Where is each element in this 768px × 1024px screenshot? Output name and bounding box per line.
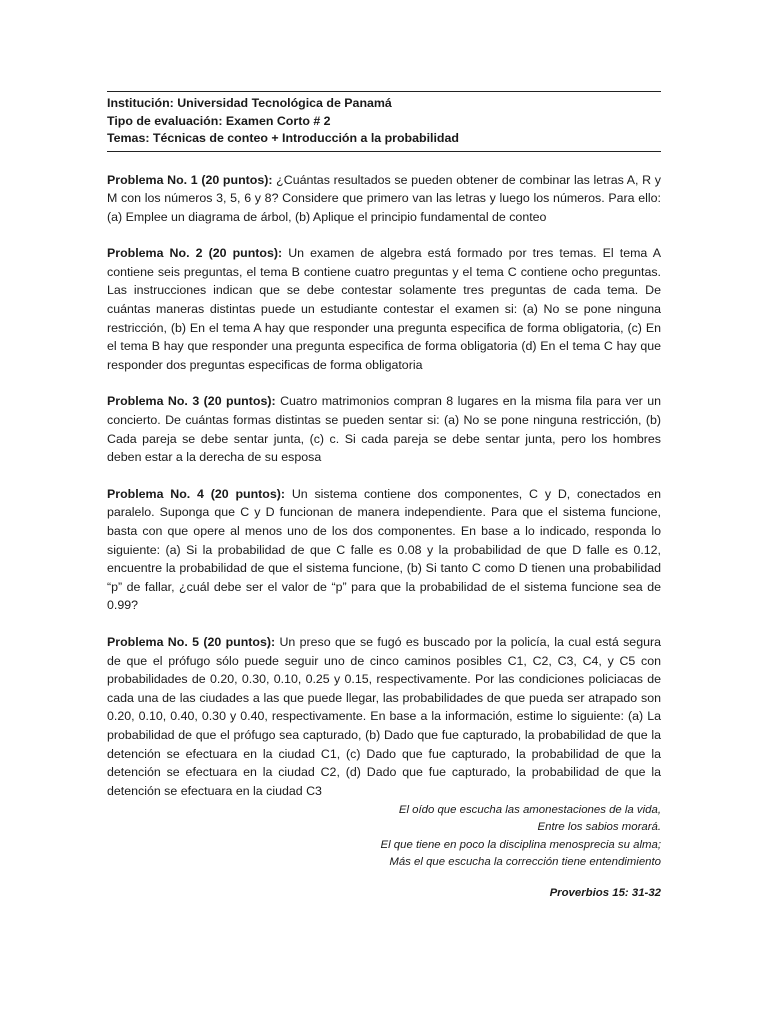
problem-text: Un examen de algebra está formado por tres temas. El tema A contiene seis preguntas, el tema B contiene cuatro preguntas y el tema C contiene ocho preguntas. Las instrucciones indican que se debe contestar solamente tres preguntas de cada tema. De cuántas maneras distintas puede un estudiante contestar el examen si: (a) No se pone ninguna restricción, (b) En el tema A hay que responder una pregunta especifica de forma obligatoria, (c) En el tema B hay que responder una pregunta especifica de forma obligatoria (d) En el tema C hay que responder dos preguntas especificas de forma obligatoria [107, 246, 661, 372]
problem-3 [107, 392, 661, 466]
problem-list [107, 171, 661, 801]
topics-line: Temas: Técnicas de conteo + Introducción a la probabilidad [107, 131, 459, 145]
problem-title: Problema No. 2 (20 puntos): [107, 246, 283, 261]
problem-4 [107, 485, 661, 615]
problem-1 [107, 171, 661, 227]
header-bottom-rule [107, 151, 661, 152]
quote-line: Entre los sabios morará. [537, 821, 661, 834]
institution-line: Institución: Universidad Tecnológica de Panamá [107, 96, 392, 110]
problem-title: Problema No. 3 (20 puntos): [107, 394, 276, 409]
closing-quote [380, 802, 661, 902]
problem-text: Un sistema contiene dos componentes, C y D, conectados en paralelo. Suponga que C y D funcionan de manera independiente. Para que el sistema funcione, basta con que opere al menos uno de los dos componentes. En base a lo indicado, responda lo siguiente: (a) Si la probabilidad de que C falle es 0.08 y la probabilidad de que D falle es 0.12, encuentre la probabilidad de que el sistema funcione, (b) Si tanto C como D tienen una probabilidad “p” de fallar, ¿cuál debe ser el valor de “p” para que la probabilidad de el sistema funcione sea de 0.99? [107, 486, 661, 613]
quote-line: El que tiene en poco la disciplina menosprecia su alma; [380, 838, 661, 851]
problem-text: ¿Cuántas resultados se pueden obtener de combinar las letras A, R y M con los números 3, 5, 6 y 8? Considere que primero van las letras y luego los números. Para ello: (a) Emplee un diagrama de árbol, (b) Aplique el principio fundamental de conteo [107, 172, 661, 224]
problem-title: Problema No. 1 (20 puntos): [107, 172, 273, 187]
problem-5 [107, 633, 661, 800]
evaluation-type-line: Tipo de evaluación: Examen Corto # 2 [107, 113, 331, 128]
problem-text: Cuatro matrimonios compran 8 lugares en la misma fila para ver un concierto. De cuántas formas distintas se pueden sentar si: (a) No se pone ninguna restricción, (b) Cada pareja se debe sentar junta, (c) c. Si cada pareja se debe sentar junta, pero los hombres deben estar a la derecha de su esposa [107, 394, 661, 465]
quote-line: Más el que escucha la corrección tiene entendimiento [389, 856, 661, 869]
quote-line: El oído que escucha las amonestaciones de la vida, [398, 804, 661, 816]
problem-text: Un preso que se fugó es buscado por la policía, la cual está segura de que el prófugo sólo puede seguir uno de cinco caminos posibles C1, C2, C3, C4, y C5 con probabilidades de 0.20, 0.30, 0.10, 0.25 y 0.15, respectivamente. Por las condiciones policiacas de cada una de las ciudades a las que puede llegar, las probabilidades de que pueda ser atrapado son 0.20, 0.10, 0.40, 0.30 y 0.40, respectivamente. En base a la información, estime lo siguiente: (a) La probabilidad de que el prófugo sea capturado, (b) Dado que fue capturado, la probabilidad de que la detención se efectuara en la ciudad C1, (c) Dado que fue capturado, la probabilidad de que la detención se efectuara en la ciudad C2, (d) Dado que fue capturado, la probabilidad de que la detención se efectuara en la ciudad C3 [107, 634, 661, 798]
exam-document [107, 91, 661, 818]
exam-header [107, 92, 661, 151]
problem-title: Problema No. 4 (20 puntos): [107, 486, 286, 501]
problem-2 [107, 244, 661, 374]
problem-title: Problema No. 5 (20 puntos): [107, 634, 276, 649]
quote-reference: Proverbios 15: 31-32 [549, 886, 661, 899]
